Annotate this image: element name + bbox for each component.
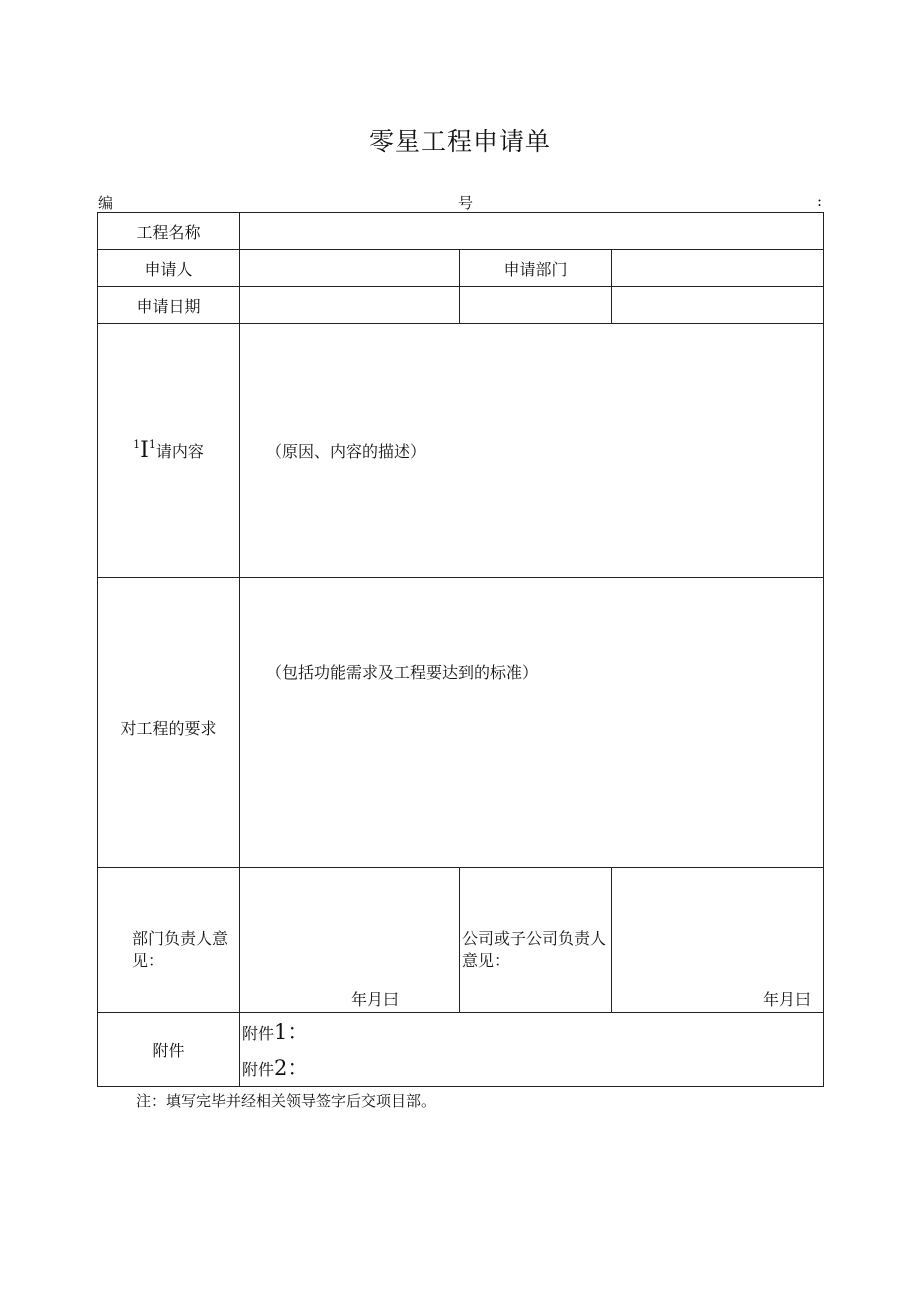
row-project-name (98, 213, 824, 250)
attachment-2 (240, 1050, 823, 1086)
form-title: 零星工程申请单 (368, 127, 551, 156)
row-opinions (98, 868, 824, 1013)
apply-date-extra-2[interactable] (612, 287, 824, 324)
dept-head-date: 年月曰 (350, 990, 399, 1009)
attachment-1-number: 1： (274, 1019, 309, 1044)
row-requirements (98, 578, 824, 868)
attachments-field[interactable] (240, 1013, 824, 1087)
attachment-2-prefix: 附件 (242, 1059, 275, 1079)
apply-date-extra-1[interactable] (460, 287, 612, 324)
project-name-label: 工程名称 (98, 213, 240, 250)
project-name-field[interactable] (240, 213, 824, 250)
serial-label-left: 编 (98, 194, 114, 212)
row-apply-date (98, 287, 824, 324)
attachments-label: 附件 (98, 1013, 240, 1087)
applicant-label: 申请人 (98, 250, 240, 287)
attachment-2-number: 2： (274, 1055, 309, 1080)
requirements-hint: （包括功能需求及工程要达到的标准） (266, 663, 539, 682)
content-field[interactable] (240, 324, 824, 578)
content-label (98, 324, 240, 578)
content-hint: （原因、内容的描述） (266, 442, 427, 461)
serial-colon: : (816, 192, 822, 210)
content-label-sup1: 1 (133, 438, 141, 451)
content-label-char: I (140, 438, 149, 463)
dept-head-label-cell (98, 868, 240, 1013)
content-label-sup2: 1 (148, 438, 156, 451)
applicant-dept-label: 申请部门 (460, 250, 612, 287)
company-head-date: 年月曰 (763, 990, 812, 1009)
dept-head-opinion-field[interactable] (240, 868, 460, 1013)
apply-date-label: 申请日期 (98, 287, 240, 324)
company-head-label: 公司或子公司负责人意见： (462, 929, 607, 970)
dept-head-label: 部门负责人意见： (132, 929, 229, 970)
company-head-label-cell (460, 868, 612, 1013)
serial-label-mid: 号 (458, 194, 474, 212)
requirements-field[interactable] (240, 578, 824, 868)
content-label-rest: 请内容 (155, 442, 204, 461)
application-form-table (97, 212, 824, 1087)
requirements-label: 对工程的要求 (98, 578, 240, 868)
attachment-1 (240, 1014, 823, 1050)
serial-number-line (98, 192, 824, 212)
applicant-field[interactable] (240, 250, 460, 287)
row-content (98, 324, 824, 578)
row-applicant (98, 250, 824, 287)
company-head-opinion-field[interactable] (612, 868, 824, 1013)
attachment-1-prefix: 附件 (242, 1023, 275, 1043)
row-attachments (98, 1013, 824, 1087)
applicant-dept-field[interactable] (612, 250, 824, 287)
footer-note: 注：填写完毕并经相关领导签字后交项目部。 (136, 1092, 437, 1110)
apply-date-field[interactable] (240, 287, 460, 324)
